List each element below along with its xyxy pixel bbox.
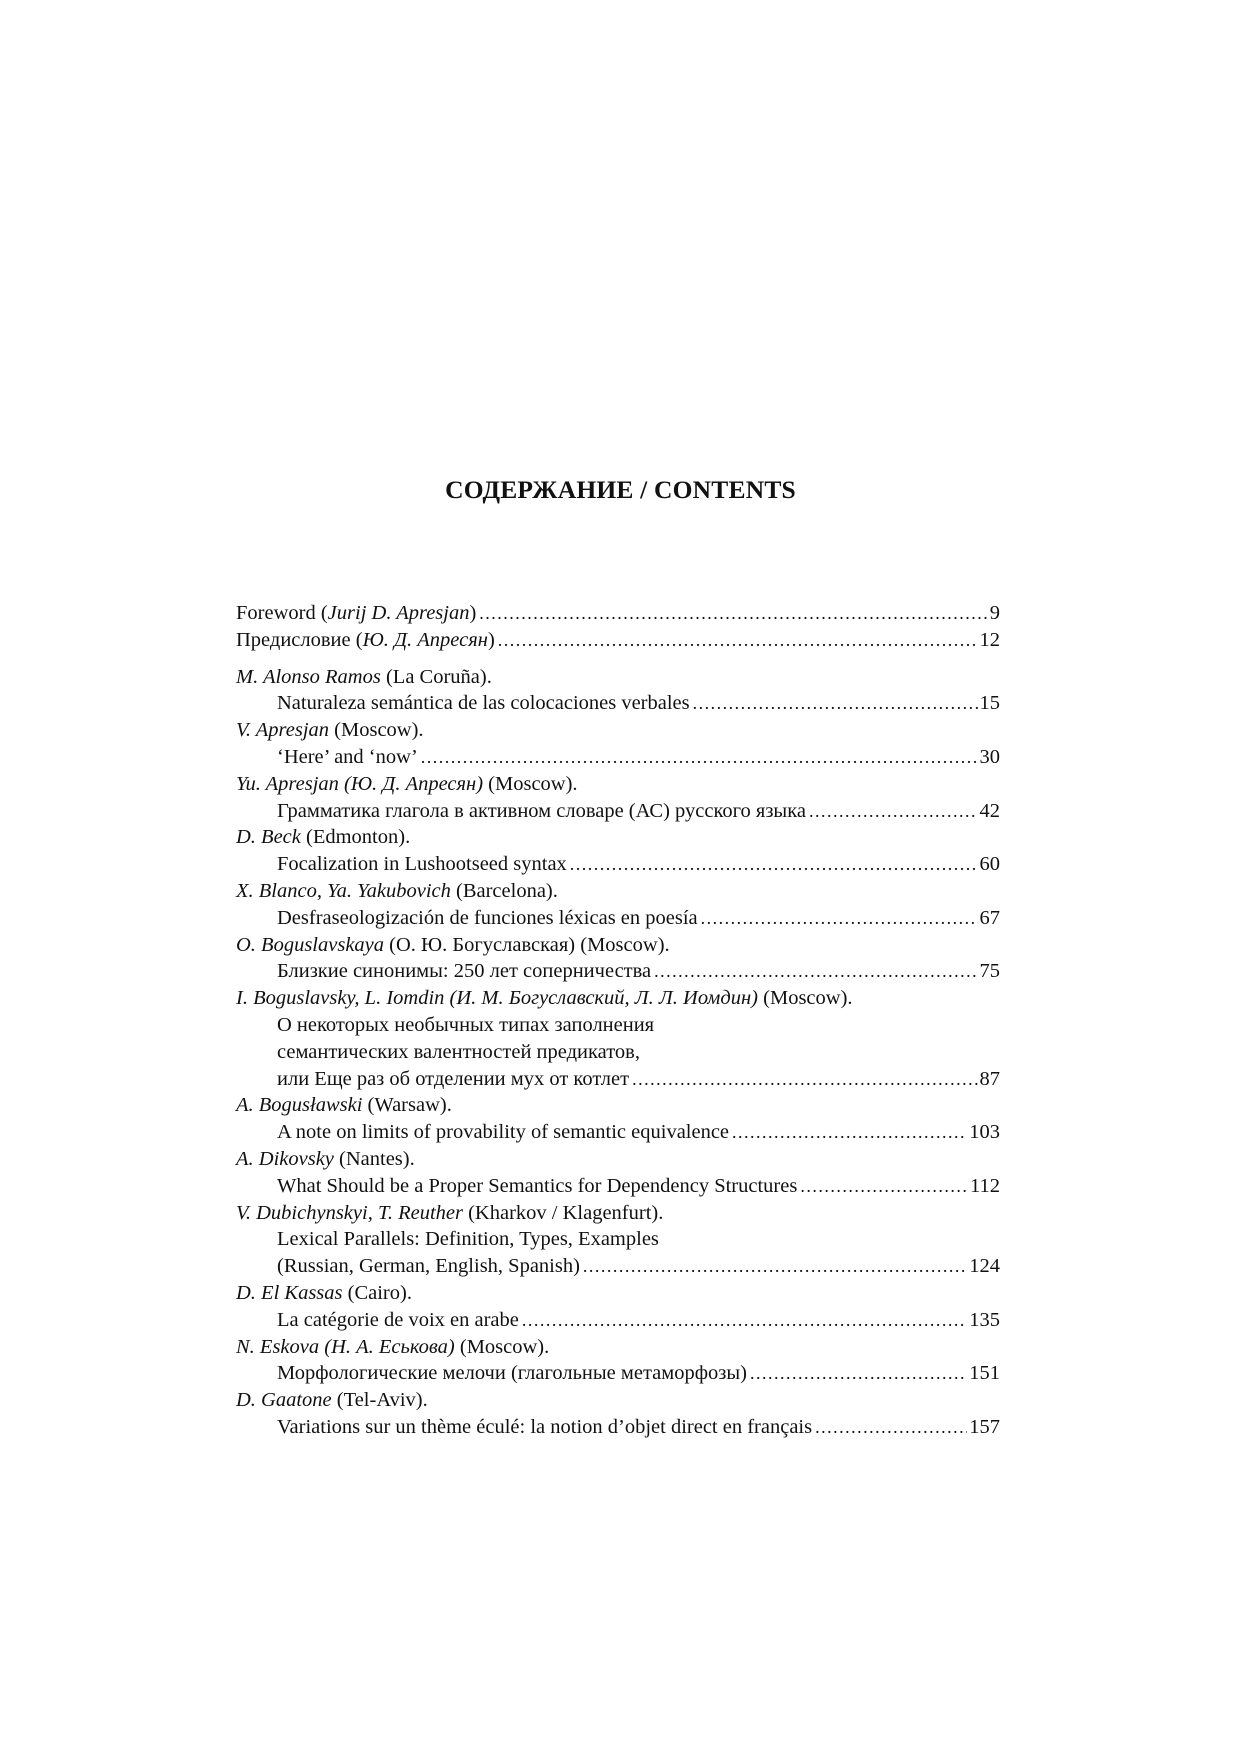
page-number: 42 <box>979 799 1000 822</box>
author-line <box>236 1146 1000 1173</box>
dot-leader <box>522 1307 967 1334</box>
dot-leader <box>583 1253 967 1280</box>
author-line <box>236 771 1000 798</box>
dot-leader <box>632 1066 977 1093</box>
page-number: 124 <box>969 1255 1000 1278</box>
dot-leader <box>693 690 978 717</box>
editor-name: Jurij D. Apresjan <box>327 602 470 624</box>
dot-leader <box>809 798 978 825</box>
page-number: 112 <box>970 1174 1000 1197</box>
author-line <box>236 1387 1000 1414</box>
dot-leader <box>570 851 978 878</box>
author-line <box>236 1280 1000 1307</box>
toc-entry-line[interactable] <box>236 627 1000 654</box>
toc-entry-line[interactable] <box>236 851 1000 878</box>
dot-leader <box>421 744 978 771</box>
page-number: 157 <box>969 1416 1000 1438</box>
toc-entry-line[interactable] <box>236 744 1000 771</box>
dot-leader <box>498 627 978 654</box>
author-line <box>236 1092 1000 1119</box>
author-name: D. El Kassas <box>236 1282 343 1304</box>
page-number: 75 <box>979 960 1000 983</box>
dot-leader <box>701 905 978 932</box>
article-title-line: семантических валентностей предикатов, <box>277 1040 640 1063</box>
author-name: N. Eskova (Н. А. Еськова) <box>236 1335 455 1358</box>
toc-entry-line[interactable] <box>236 1173 1000 1200</box>
affiliation: (Tel-Aviv). <box>331 1389 428 1412</box>
affiliation: (Moscow). <box>454 1335 550 1358</box>
author-name: D. Gaatone <box>236 1389 332 1412</box>
author-line <box>236 717 1000 744</box>
text: ) <box>487 628 495 651</box>
toc-entry-line[interactable] <box>236 1066 1000 1093</box>
article-title: Морфологические мелочи (глагольные метаморфозы) <box>277 1362 747 1385</box>
author-line <box>236 664 1000 691</box>
page-number: 87 <box>979 1067 1000 1090</box>
author-name: V. Dubichynskyi, T. Reuther <box>236 1201 463 1224</box>
affiliation: (Cairo). <box>342 1282 412 1304</box>
dot-leader <box>815 1414 967 1441</box>
affiliation: (Moscow). <box>483 772 578 795</box>
article-title: La catégorie de voix en arabe <box>277 1308 519 1331</box>
page-number: 12 <box>979 628 1000 651</box>
page-number: 30 <box>979 746 1000 768</box>
page-number: 135 <box>969 1308 1000 1331</box>
affiliation: (La Coruña). <box>380 665 492 688</box>
affiliation: (Moscow). <box>329 719 424 742</box>
author-name: M. Alonso Ramos <box>236 665 381 688</box>
dot-leader <box>732 1119 967 1146</box>
toc-entry-line[interactable] <box>236 905 1000 932</box>
article-title-line: Lexical Parallels: Definition, Types, Examples <box>277 1228 659 1251</box>
entry-title <box>236 600 476 627</box>
dot-leader <box>800 1173 968 1200</box>
page-number: 15 <box>979 692 1000 715</box>
author-name: I. Boguslavsky, L. Iomdin (И. М. Богуславский, Л. Л. Иомдин) <box>236 987 759 1010</box>
text: Foreword ( <box>236 602 328 624</box>
text: Предисловие ( <box>236 628 363 651</box>
toc-entry-line[interactable] <box>236 1307 1000 1334</box>
author-line <box>236 878 1000 905</box>
page-number: 9 <box>989 602 1000 624</box>
dot-leader <box>479 600 987 627</box>
article-title: Desfraseologización de funciones léxicas en poesía <box>277 906 698 929</box>
article-title: Близкие синонимы: 250 лет соперничества <box>277 960 652 983</box>
toc-entry-line[interactable] <box>236 798 1000 825</box>
article-title: A note on limits of provability of semantic equivalence <box>277 1121 730 1144</box>
article-title: Naturaleza semántica de las colocaciones verbales <box>277 692 690 715</box>
page-number: 103 <box>969 1121 1000 1144</box>
article-title: What Should be a Proper Semantics for Dependency Structures <box>277 1174 798 1197</box>
affiliation: (Warsaw). <box>362 1094 452 1117</box>
dot-leader <box>654 958 977 985</box>
author-line <box>236 1334 1000 1361</box>
dot-leader <box>750 1360 967 1387</box>
article-title: или Еще раз об отделении мух от котлет <box>277 1067 630 1090</box>
author-line <box>236 824 1000 851</box>
affiliation: (О. Ю. Богуславская) (Moscow). <box>384 933 670 956</box>
author-name: X. Blanco, Ya. Yakubovich <box>236 880 451 902</box>
author-line <box>236 985 1000 1012</box>
author-name: A. Dikovsky <box>236 1148 334 1170</box>
toc-entry-line[interactable] <box>236 1414 1000 1441</box>
article-title: Грамматика глагола в активном словаре (АС) русского языка <box>277 799 806 822</box>
affiliation: (Kharkov / Klagenfurt). <box>462 1201 664 1224</box>
page-title: СОДЕРЖАНИЕ / CONTENTS <box>445 475 796 504</box>
author-name: V. Apresjan <box>236 719 330 742</box>
toc-entry-line[interactable] <box>236 1119 1000 1146</box>
article-title: Variations sur un thème éculé: la notion d’objet direct en français <box>277 1416 813 1438</box>
author-name: Yu. Apresjan (Ю. Д. Апресян) <box>236 772 484 795</box>
toc-entry-line[interactable] <box>236 1253 1000 1280</box>
article-title: Focalization in Lushootseed syntax <box>277 853 567 876</box>
article-title-line: О некоторых необычных типах заполнения <box>277 1014 655 1036</box>
author-name: O. Boguslavskaya <box>236 933 385 956</box>
editor-name: Ю. Д. Апресян <box>362 628 488 651</box>
page-number: 60 <box>979 853 1000 876</box>
text: ) <box>469 602 477 624</box>
toc-entry-line[interactable] <box>236 1360 1000 1387</box>
affiliation: (Nantes). <box>333 1148 415 1170</box>
author-name: D. Beck <box>236 826 301 849</box>
author-line <box>236 1200 1000 1227</box>
author-name: A. Bogusławski <box>236 1094 363 1117</box>
toc-entry-line[interactable] <box>236 600 1000 627</box>
toc-entry-line[interactable] <box>236 958 1000 985</box>
page-number: 151 <box>969 1362 1000 1385</box>
affiliation: (Moscow). <box>758 987 853 1010</box>
author-line <box>236 932 1000 959</box>
entry-title <box>236 627 495 654</box>
affiliation: (Edmonton). <box>300 826 411 849</box>
article-title: ‘Here’ and ‘now’ <box>277 746 418 768</box>
page-number: 67 <box>979 906 1000 929</box>
article-title: (Russian, German, English, Spanish) <box>277 1255 580 1278</box>
toc-entry-line[interactable] <box>236 690 1000 717</box>
affiliation: (Barcelona). <box>450 880 558 902</box>
